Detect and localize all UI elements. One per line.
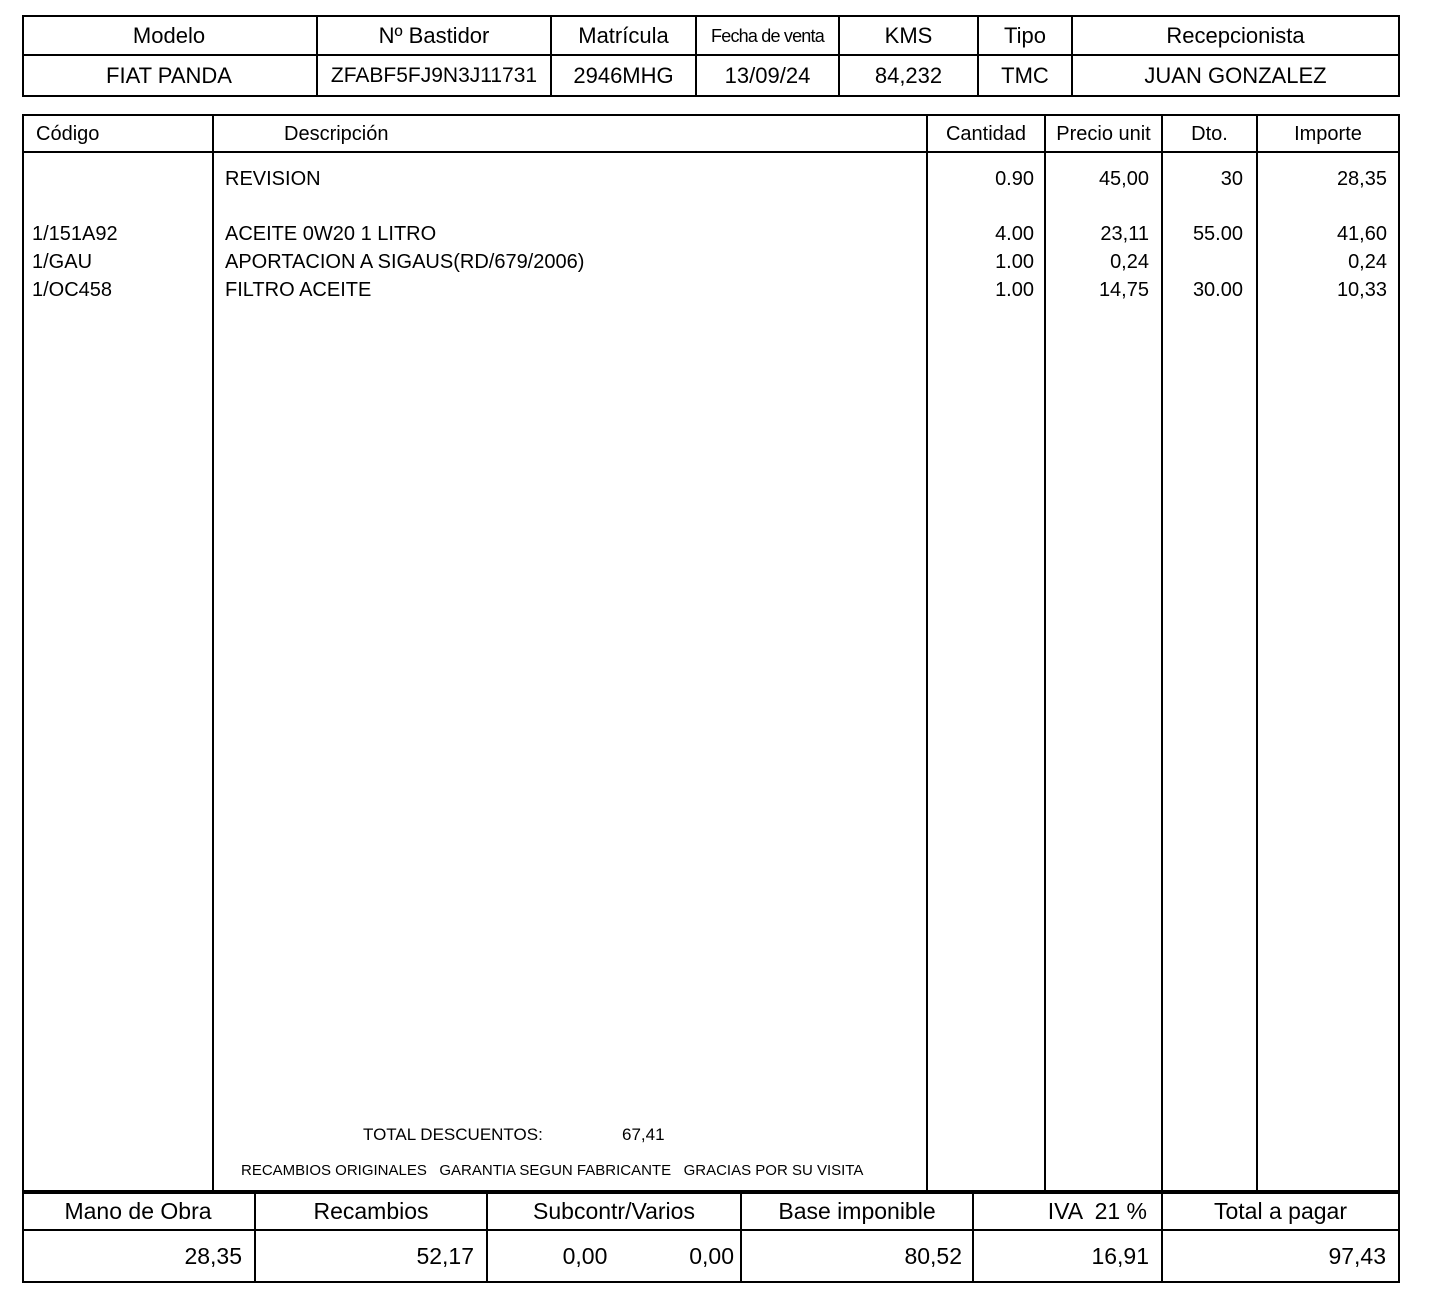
header-fecha-venta: Fecha de venta (711, 25, 824, 46)
header-bastidor: Nº Bastidor (378, 23, 490, 48)
col-header-precio-unit: Precio unit (1056, 122, 1151, 145)
col-header-codigo: Código (36, 122, 100, 145)
row-precio-unit: 0,24 (1110, 251, 1149, 273)
summary-header-recambios: Recambios (313, 1197, 429, 1224)
summary-header-mano-obra: Mano de Obra (64, 1197, 212, 1224)
row-importe: 0,24 (1348, 251, 1387, 273)
summary-value-base-imponible: 80,52 (904, 1242, 962, 1269)
row-cantidad: 1.00 (995, 251, 1034, 273)
total-descuentos-value: 67,41 (622, 1125, 665, 1144)
summary-header-subcontr: Subcontr/Varios (533, 1197, 695, 1224)
value-fecha-venta: 13/09/24 (724, 63, 811, 88)
col-header-cantidad: Cantidad (945, 122, 1027, 145)
divider (1256, 114, 1258, 1192)
row-cantidad: 0.90 (995, 168, 1034, 190)
col-header-descripcion: Descripción (284, 122, 389, 145)
row-descripcion: APORTACION A SIGAUS(RD/679/2006) (225, 251, 585, 273)
summary-value-mano-obra: 28,35 (184, 1242, 242, 1269)
summary-header-base-imponible: Base imponible (778, 1197, 936, 1224)
col-header-dto: Dto. (1191, 122, 1228, 145)
summary-value-iva: 16,91 (1091, 1242, 1149, 1269)
value-modelo: FIAT PANDA (106, 63, 232, 88)
header-recepcionista: Recepcionista (1166, 23, 1305, 48)
row-importe: 28,35 (1336, 168, 1387, 190)
row-codigo: 1/OC458 (32, 279, 113, 301)
line-items-border (22, 114, 1400, 1194)
summary-value-total: 97,43 (1328, 1242, 1386, 1269)
header-kms: KMS (884, 23, 933, 48)
value-kms: 84,232 (874, 63, 943, 88)
total-descuentos-label: TOTAL DESCUENTOS: (363, 1125, 543, 1144)
summary-header-iva: IVA 21 % (1047, 1197, 1147, 1224)
divider (926, 114, 928, 1192)
col-header-importe: Importe (1294, 122, 1362, 145)
footer-note: RECAMBIOS ORIGINALES GARANTIA SEGUN FABRICANTE GRACIAS POR SU VISITA (241, 1162, 864, 1179)
row-descripcion: REVISION (225, 168, 321, 190)
value-bastidor: ZFABF5FJ9N3J11731 (330, 64, 538, 87)
header-matricula: Matrícula (578, 23, 669, 48)
row-dto: 55.00 (1192, 223, 1243, 245)
divider (1044, 114, 1046, 1192)
row-codigo: 1/151A92 (32, 223, 118, 245)
summary-value-recambios: 52,17 (416, 1242, 474, 1269)
row-importe: 41,60 (1336, 223, 1387, 245)
row-precio-unit: 23,11 (1100, 223, 1149, 245)
row-precio-unit: 45,00 (1098, 168, 1149, 190)
divider (212, 114, 214, 1192)
value-recepcionista: JUAN GONZALEZ (1144, 63, 1327, 88)
value-matricula: 2946MHG (573, 63, 674, 88)
row-cantidad: 1.00 (995, 279, 1034, 301)
value-tipo: TMC (1001, 63, 1049, 88)
row-importe: 10,33 (1336, 279, 1387, 301)
row-codigo: 1/GAU (32, 251, 93, 273)
header-tipo: Tipo (1004, 23, 1046, 48)
row-precio-unit: 14,75 (1098, 279, 1149, 301)
header-modelo: Modelo (132, 23, 206, 48)
summary-header-total: Total a pagar (1214, 1197, 1347, 1224)
row-descripcion: ACEITE 0W20 1 LITRO (225, 223, 437, 245)
row-cantidad: 4.00 (995, 223, 1034, 245)
row-dto: 30 (1220, 168, 1243, 190)
summary-value-subcontr: 0,00 (562, 1242, 608, 1269)
row-descripcion: FILTRO ACEITE (225, 279, 372, 301)
divider (1161, 114, 1163, 1192)
summary-value-varios: 0,00 (689, 1242, 734, 1269)
row-dto: 30.00 (1192, 279, 1243, 301)
